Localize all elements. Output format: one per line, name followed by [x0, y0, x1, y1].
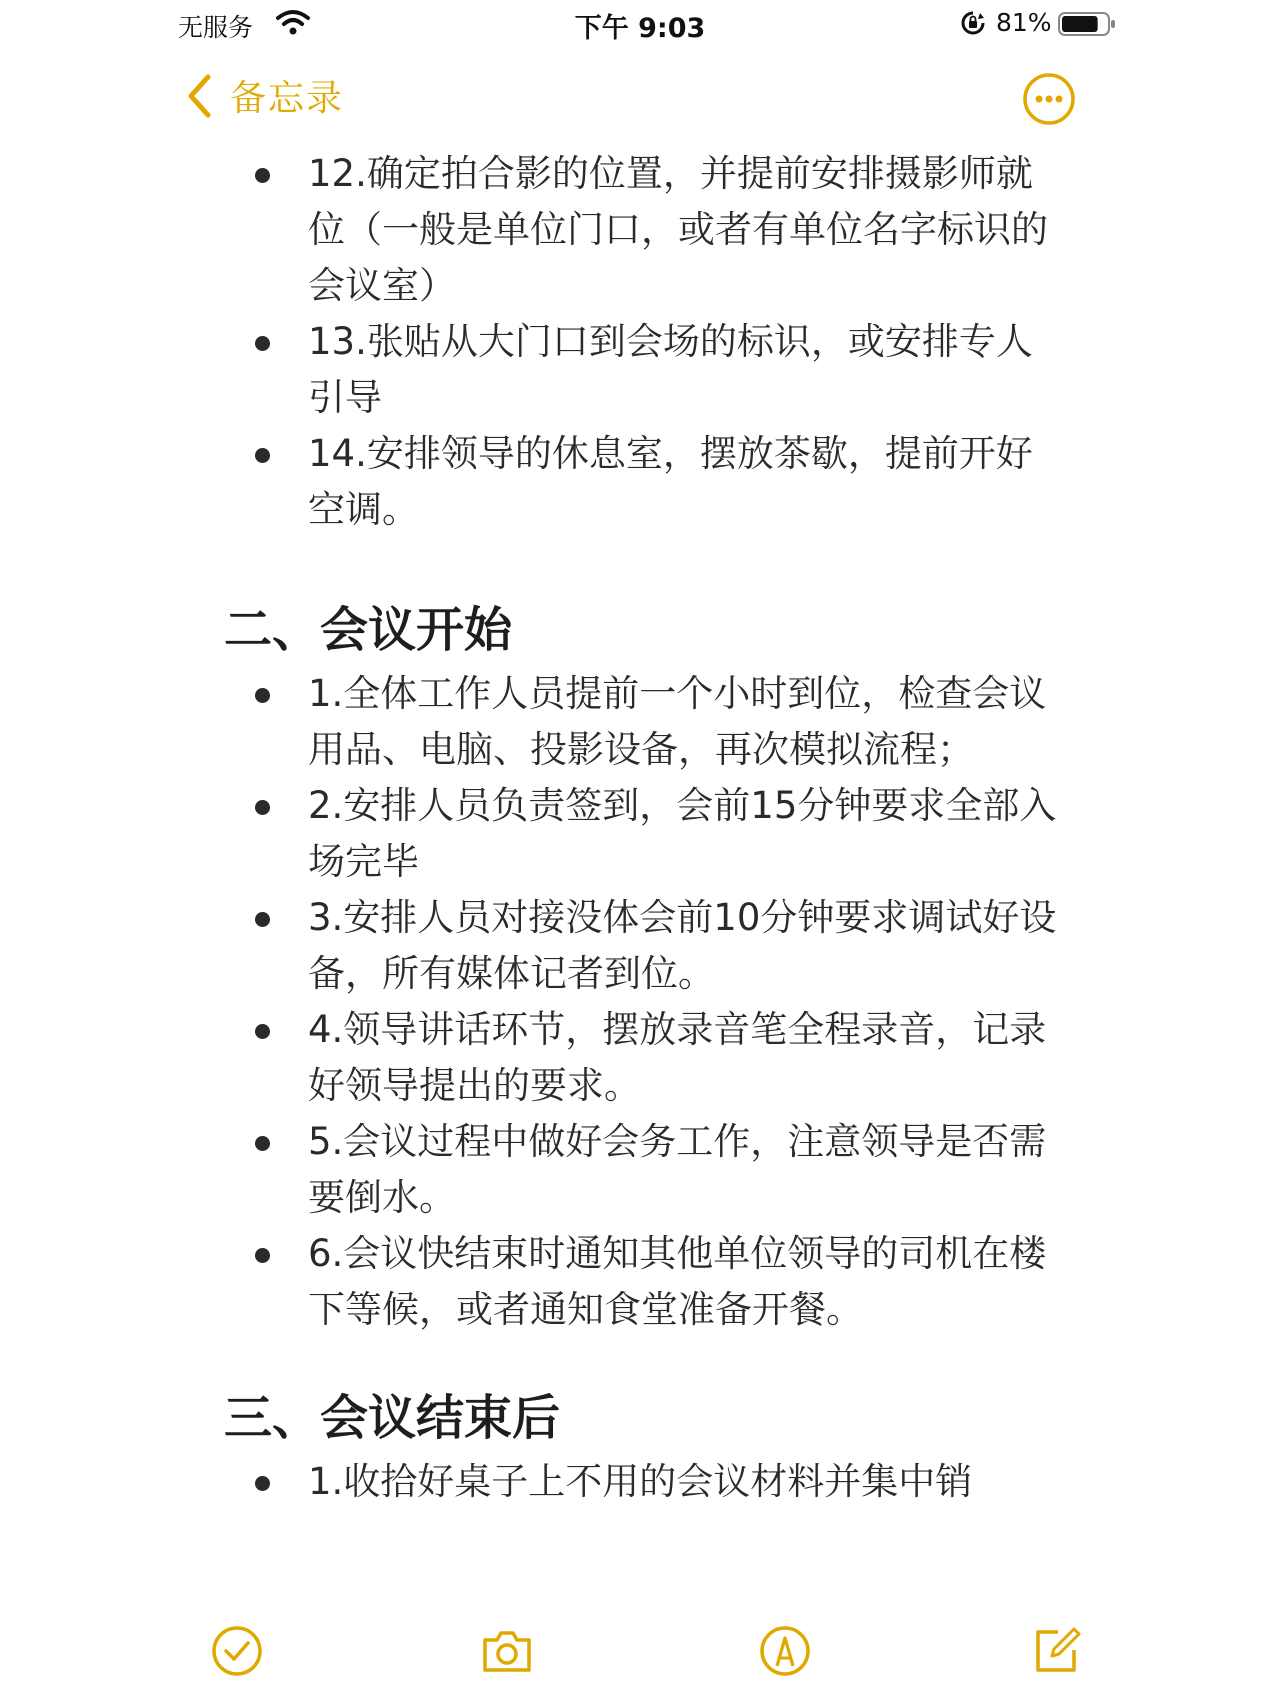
status-time: 下午 9:03 — [574, 13, 706, 44]
bottom-toolbar — [0, 1612, 1280, 1706]
section-heading: 三、会议结束后 — [224, 1390, 561, 1446]
list-item: 6.会议快结束时通知其他单位领导的司机在楼下等候，或者通知食堂准备开餐。 — [0, 1226, 1068, 1338]
nav-bar — [0, 60, 1280, 140]
orientation-lock-icon — [960, 10, 986, 36]
compose-icon[interactable] — [1030, 1624, 1084, 1678]
list-item: 14.安排领导的休息室，摆放茶歇，提前开好空调。 — [0, 426, 1068, 538]
more-icon[interactable] — [1022, 72, 1076, 126]
checklist-icon[interactable] — [210, 1624, 264, 1678]
battery-percentage: 81% — [996, 8, 1052, 37]
list-item: 2.安排人员负责签到，会前15分钟要求全部入场完毕 — [0, 778, 1068, 890]
back-button[interactable] — [186, 70, 344, 121]
section-heading: 二、会议开始 — [224, 602, 513, 658]
camera-icon[interactable] — [480, 1624, 534, 1678]
carrier-label: 无服务 — [178, 13, 254, 42]
battery-icon — [1058, 12, 1116, 36]
list-item: 4.领导讲话环节，摆放录音笔全程录音，记录好领导提出的要求。 — [0, 1002, 1068, 1114]
list-item: 3.安排人员对接没体会前10分钟要求调试好设备，所有媒体记者到位。 — [0, 890, 1068, 1002]
list-item: 13.张贴从大门口到会场的标识，或安排专人引导 — [0, 314, 1068, 426]
list-item: 1.收拾好桌子上不用的会议材料并集中销 — [0, 1454, 1068, 1510]
chevron-left-icon — [186, 73, 212, 119]
markup-icon[interactable] — [758, 1624, 812, 1678]
list-item: 5.会议过程中做好会务工作，注意领导是否需要倒水。 — [0, 1114, 1068, 1226]
back-label: 备忘录 — [230, 78, 345, 119]
note-body[interactable] — [0, 146, 1280, 1598]
status-bar — [0, 0, 1280, 48]
list-item: 12.确定拍合影的位置，并提前安排摄影师就位（一般是单位门口，或者有单位名字标识的会议室） — [0, 146, 1068, 314]
list-item: 1.全体工作人员提前一个小时到位，检查会议用品、电脑、投影设备，再次模拟流程； — [0, 666, 1068, 778]
